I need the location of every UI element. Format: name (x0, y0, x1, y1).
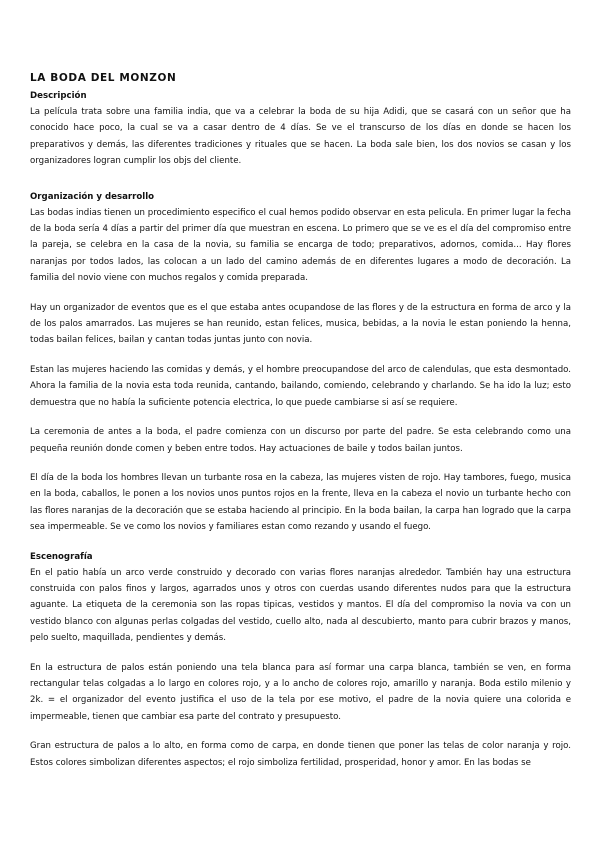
section-heading-organizacion: Organización y desarrollo (30, 191, 155, 202)
paragraph: Hay un organizador de eventos que es el que estaba antes ocupandose de las flores y de la estructura en forma de arco y la de los palos amarrados. Las mujeres se han reunido, estan felices, musica, bebidas, a la novia le estan poniendo la henna, todas bailan felices, bailan y cantan todas juntas junto con novia. (30, 302, 571, 346)
paragraph: Las bodas indias tienen un procedimiento especifico el cual hemos podido observar en esta pelicula. En primer lugar la fecha de la boda sería 4 días a partir del primer día que muestran en escena. Lo primero que se ve es el día del compromiso entre la pareja, se celebra en la casa de la novia, su familia se encarga de todo; preparativos, adornos, comida... Hay flores naranjas por todos lados, las colocan a un lado del camino además de en diferentes lugares a modo de decoración. La familia del novio viene con muchos regalos y comida preparada. (30, 207, 571, 284)
document-title: LA BODA DEL MONZON (30, 72, 177, 84)
section-heading-escenografia: Escenografía (30, 551, 93, 562)
document-page (30, 70, 571, 784)
paragraph: En el patio había un arco verde construido y decorado con varias flores naranjas alrededor. También hay una estructura construida con palos finos y largos, agarrados unos y otros con cuerdas usando diferentes nudos para que la estructura aguante. La etiqueta de la ceremonia son las ropas tipicas, vestidos y mantos. El día del compromiso la novia va con un vestido blanco con algunas perlas colgadas del vestido, cuello alto, nada al descubierto, manto para cubrir brazos y manos, pelo suelto, maquillada, pendientes y demás. (30, 567, 571, 644)
paragraph: La ceremonia de antes a la boda, el padre comienza con un discurso por parte del padre. Se esta celebrando como una pequeña reunión donde comen y beben entre todos. Hay actuaciones de baile y todos bailan juntos. (30, 427, 571, 454)
paragraph: El día de la boda los hombres llevan un turbante rosa en la cabeza, las mujeres visten de rojo. Hay tambores, fuego, musica en la boda, caballos, le ponen a los novios unos puntos rojos en la frente, lleva en la cabeza el novio un turbante hecho con las flores naranjas de la decoración que se estaba haciendo al principio. En la boda bailan, la carpa han logrado que la carpa sea impermeable. Se ve como los novios y familiares estan como rezando y usando el fuego. (30, 472, 571, 533)
paragraph: Gran estructura de palos a lo alto, en forma como de carpa, en donde tienen que poner las telas de color naranja y rojo. Estos colores simbolizan diferentes aspectos; el rojo simboliza fertilidad, prosperidad, honor y amor. En las bodas se (30, 741, 571, 768)
paragraph: La película trata sobre una familia india, que va a celebrar la boda de su hija Adidi, que se casará con un señor que ha conocido hace poco, la cual se va a casar dentro de 4 días. Se ve el transcurso de los días en donde se hacen los preparativos y demás, las diferentes tradiciones y rituales que se hacen. La boda sale bien, los dos novios se casan y los organizadores logran cumplir los objs del cliente. (30, 107, 571, 167)
section-heading-descripcion: Descripción (30, 91, 87, 101)
paragraph: Estan las mujeres haciendo las comidas y demás, y el hombre preocupandose del arco de calendulas, que esta desmontado. Ahora la familia de la novia esta toda reunida, cantando, bailando, comiendo, celebrando y charlando. Se ha ido la luz; esto demuestra que no había la suficiente potencia electrica, lo que puede cambiarse si así se requiere. (30, 364, 571, 408)
paragraph: En la estructura de palos están poniendo una tela blanca para así formar una carpa blanca, también se ven, en forma rectangular telas colgadas a lo largo en colores rojo, y a lo ancho de colores rojo, amarillo y naranja. Boda estilo milenio y 2k. = el organizador del evento justifica el uso de la tela por ese motivo, el padre de la novia quiere una colorida e impermeable, tienen que cambiar esa parte del contrato y presupuesto. (30, 662, 571, 722)
